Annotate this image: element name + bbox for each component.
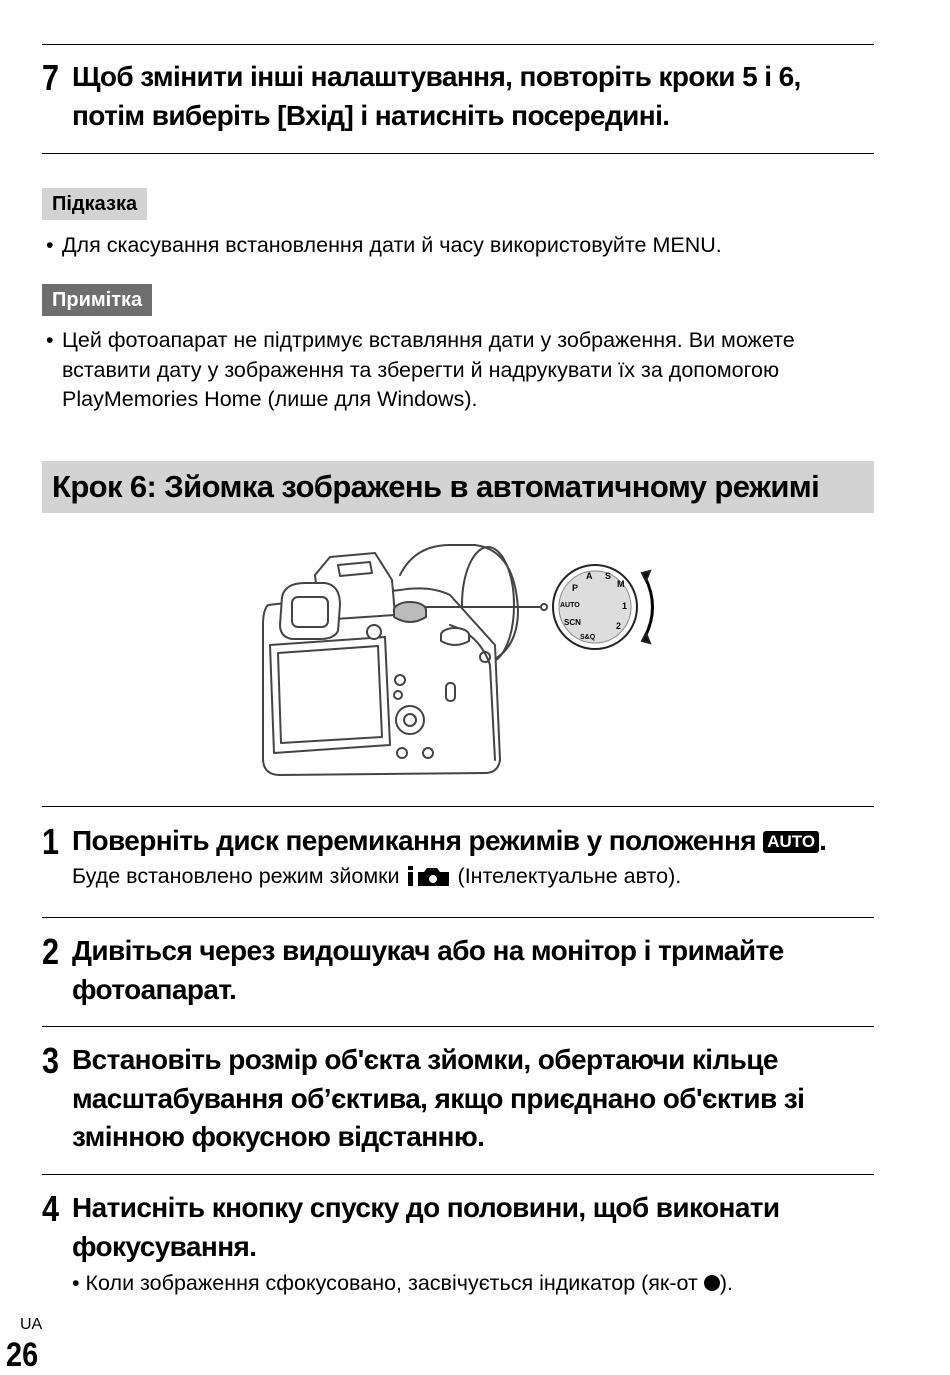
dial-label-auto: AUTO: [560, 602, 580, 609]
hot-shoe: [338, 562, 372, 576]
bullet-dot: •: [46, 328, 54, 352]
bullet-dot: •: [72, 1271, 80, 1295]
step-heading: Щоб змінити інші налаштування, повторіть кроки 5 і 6, потім виберіть [Вхід] і натисніть посередині.: [72, 61, 801, 131]
step-subtext-after: (Інтелектуальне авто).: [457, 863, 682, 888]
step-number: 2: [42, 931, 60, 972]
control-wheel: [396, 706, 424, 734]
dial-label-p: P: [572, 583, 579, 593]
bullet-dot: •: [46, 233, 54, 257]
step-number: 4: [42, 1188, 60, 1229]
shutter-button: [367, 625, 381, 639]
step-3-rule: [42, 1026, 874, 1027]
step-1-rule: [42, 806, 874, 807]
leader-end: [541, 604, 547, 610]
section-header: [42, 461, 874, 513]
tip-label: Підказка: [42, 188, 147, 220]
rear-dial-side: [441, 635, 469, 645]
step-4-rule: [42, 1174, 874, 1175]
footer-language: UA: [20, 1316, 43, 1333]
auto-mode-icon: AUTO: [763, 831, 819, 853]
step-heading: Дивіться через видошукач або на монітор і тримайте фотоапарат.: [72, 935, 784, 1005]
eyepiece: [292, 597, 328, 627]
step-heading-end: .: [819, 825, 827, 856]
monitor: [270, 637, 390, 753]
tip-text: Для скасування встановлення дати й часу використовуйте MENU.: [62, 233, 722, 257]
step-heading: [72, 822, 874, 861]
step-heading: Натисніть кнопку спуску до половини, щоб виконати фокусування.: [72, 1192, 780, 1262]
arrow-head-bottom: [642, 633, 650, 643]
step-2-rule: [42, 917, 874, 918]
step-heading: Встановіть розмір об'єкта зйомки, обертаючи кільце масштабування об’єктива, якщо приєднано об'єктив зі змінною фокусною відстанню.: [72, 1044, 805, 1152]
intelligent-auto-icon: [406, 863, 452, 887]
top-rule: [42, 44, 874, 45]
step-heading-text: Поверніть диск перемикання режимів у положення: [72, 825, 757, 856]
step-4: [42, 1189, 874, 1298]
step-bullet-before: Коли зображення сфокусовано, засвічується індикатор (як-от: [85, 1271, 698, 1295]
step-3: [42, 1041, 874, 1157]
dial-label-scn: SCN: [564, 618, 581, 627]
step-number: 1: [42, 821, 60, 862]
note-text: Цей фотоапарат не підтримує вставляння дати у зображення. Ви можете вставити дату у зображення та зберегти й надрукувати їх за допомогою PlayMemories Home (лише для Windows).: [62, 328, 795, 411]
step-bullet: [72, 1268, 874, 1298]
step-subtext: [72, 861, 874, 891]
page-number: 26: [6, 1336, 39, 1374]
note-bullet: [46, 326, 866, 415]
step-1: [42, 822, 874, 891]
mode-dial-side: [394, 610, 426, 622]
step-7-rule: [42, 153, 874, 154]
step-number: 7: [42, 57, 60, 98]
step-number: 3: [42, 1040, 60, 1081]
section-title: Крок 6: Зйомка зображень в автоматичному режимі: [52, 469, 820, 504]
dial-label-a: A: [586, 571, 593, 581]
arrow-head-top: [642, 571, 650, 581]
camera-illustration: [250, 535, 680, 785]
dial-label-s: S: [605, 571, 612, 581]
rotation-arrow: [645, 577, 653, 637]
step-bullet-after: ).: [719, 1271, 733, 1295]
note-label: Примітка: [42, 284, 152, 316]
tip-bullet: [46, 231, 866, 261]
dial-label-sq: S&Q: [580, 634, 596, 641]
dial-label-1: 1: [622, 601, 628, 611]
focus-indicator-icon: [704, 1275, 720, 1291]
dial-label-m: M: [617, 579, 625, 589]
dial-label-2: 2: [616, 621, 622, 631]
step-2: [42, 932, 874, 1009]
step-7: [42, 58, 874, 135]
step-subtext-before: Буде встановлено режим зйомки: [72, 863, 400, 888]
